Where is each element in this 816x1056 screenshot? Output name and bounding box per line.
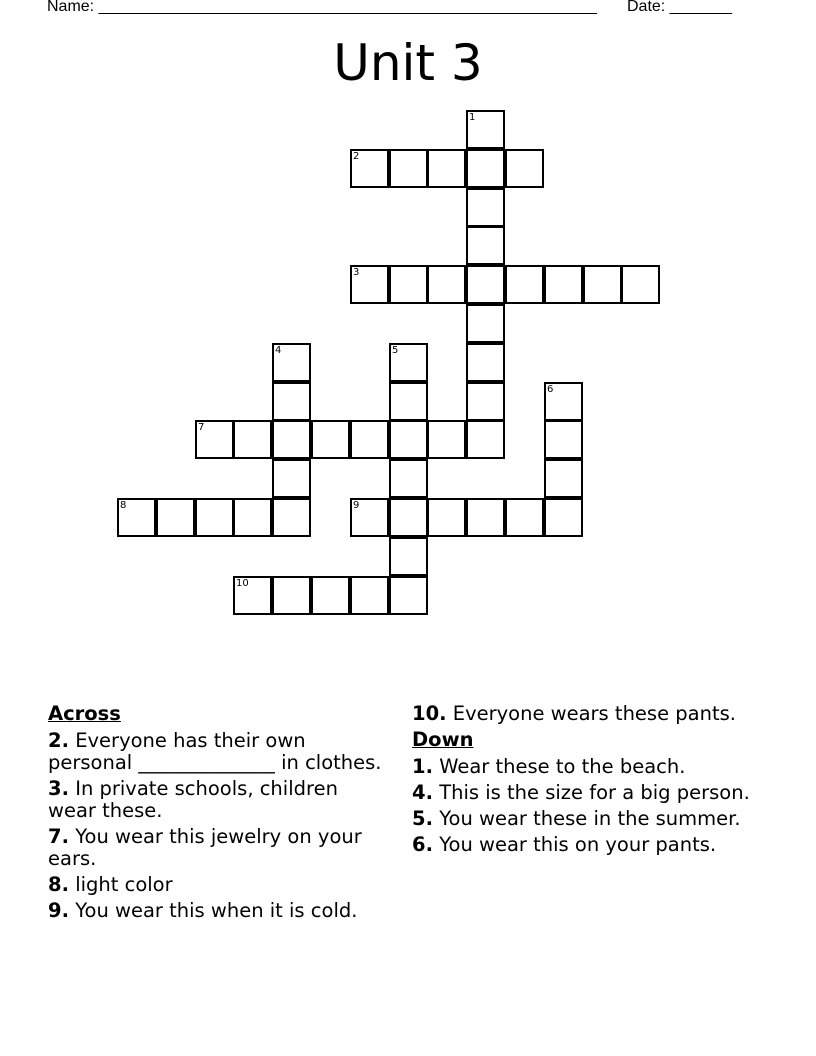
clue-text: light color (75, 873, 173, 896)
cell-number: 8 (120, 500, 127, 511)
clue-number: 2. (48, 729, 69, 752)
clue-number: 9. (48, 899, 69, 922)
crossword-cell[interactable] (466, 265, 505, 304)
across-clue (48, 900, 388, 922)
page-title: Unit 3 (333, 34, 483, 92)
crossword-cell[interactable] (505, 265, 544, 304)
cell-number: 7 (198, 422, 205, 433)
crossword-cell[interactable] (389, 382, 428, 421)
crossword-cell[interactable] (233, 498, 272, 537)
name-field: Name: ________________________________________________________ (47, 0, 597, 15)
crossword-cell[interactable] (389, 498, 428, 537)
clue-text: Everyone wears these pants. (452, 702, 736, 725)
crossword-cell-6[interactable] (544, 382, 583, 421)
clue-text: Wear these to the beach. (439, 755, 686, 778)
down-clue (412, 834, 792, 856)
cell-number: 1 (469, 112, 476, 123)
crossword-cell[interactable] (505, 149, 544, 188)
crossword-cell-10[interactable] (233, 576, 272, 615)
crossword-cell[interactable] (427, 420, 466, 459)
clue-text: You wear these in the summer. (439, 807, 741, 830)
clue-text: This is the size for a big person. (439, 781, 750, 804)
crossword-cell[interactable] (272, 459, 311, 498)
crossword-cell[interactable] (621, 265, 660, 304)
down-clue (412, 808, 792, 830)
crossword-cell[interactable] (466, 382, 505, 421)
down-heading: Down (412, 728, 474, 751)
crossword-cell[interactable] (272, 498, 311, 537)
crossword-cell[interactable] (505, 498, 544, 537)
clue-text: You wear this on your pants. (439, 833, 717, 856)
crossword-cell[interactable] (389, 149, 428, 188)
clue-number: 1. (412, 755, 433, 778)
crossword-cell-4[interactable] (272, 343, 311, 382)
across-clue (412, 703, 792, 725)
crossword-cell-8[interactable] (117, 498, 156, 537)
down-clue (412, 782, 792, 804)
date-field: Date: _______ (627, 0, 732, 15)
crossword-cell[interactable] (272, 420, 311, 459)
crossword-cell[interactable] (389, 265, 428, 304)
crossword-cell-7[interactable] (195, 420, 234, 459)
crossword-cell[interactable] (311, 420, 350, 459)
crossword-cell-3[interactable] (350, 265, 389, 304)
crossword-cell[interactable] (427, 498, 466, 537)
cell-number: 5 (392, 345, 399, 356)
clue-text: You wear this jewelry on your ears. (48, 825, 362, 870)
crossword-cell[interactable] (233, 420, 272, 459)
crossword-cell[interactable] (350, 420, 389, 459)
crossword-cell[interactable] (544, 420, 583, 459)
clue-number: 7. (48, 825, 69, 848)
crossword-cell[interactable] (427, 265, 466, 304)
crossword-cell[interactable] (389, 420, 428, 459)
crossword-cell[interactable] (466, 420, 505, 459)
crossword-cell-5[interactable] (389, 343, 428, 382)
clue-text: Everyone has their own personal ______________ in clothes. (48, 729, 382, 774)
clue-number: 6. (412, 833, 433, 856)
crossword-cell[interactable] (156, 498, 195, 537)
crossword-cell[interactable] (389, 576, 428, 615)
crossword-cell-9[interactable] (350, 498, 389, 537)
across-heading: Across (48, 702, 121, 725)
crossword-cell[interactable] (544, 459, 583, 498)
clue-number: 3. (48, 777, 69, 800)
crossword-cell-1[interactable] (466, 110, 505, 149)
crossword-cell[interactable] (544, 265, 583, 304)
clue-number: 8. (48, 873, 69, 896)
crossword-cell[interactable] (389, 459, 428, 498)
cell-number: 9 (353, 500, 360, 511)
crossword-cell[interactable] (272, 382, 311, 421)
crossword-cell[interactable] (311, 576, 350, 615)
cell-number: 2 (353, 151, 360, 162)
cell-number: 6 (547, 384, 554, 395)
crossword-cell[interactable] (583, 265, 622, 304)
crossword-cell[interactable] (466, 226, 505, 265)
crossword-cell[interactable] (466, 498, 505, 537)
crossword-cell[interactable] (350, 576, 389, 615)
across-clue (48, 730, 388, 774)
clues-left-column (48, 703, 388, 926)
across-clue (48, 826, 388, 870)
clue-text: In private schools, children wear these. (48, 777, 338, 822)
crossword-cell[interactable] (466, 188, 505, 227)
crossword-cell[interactable] (466, 343, 505, 382)
clues-right-column (412, 703, 792, 860)
down-clue (412, 756, 792, 778)
clue-text: You wear this when it is cold. (75, 899, 358, 922)
crossword-cell[interactable] (466, 304, 505, 343)
crossword-cell[interactable] (389, 537, 428, 576)
crossword-cell[interactable] (427, 149, 466, 188)
clue-number: 5. (412, 807, 433, 830)
across-clue (48, 874, 388, 896)
crossword-cell[interactable] (272, 576, 311, 615)
cell-number: 10 (236, 578, 249, 589)
across-clue (48, 778, 388, 822)
cell-number: 4 (275, 345, 282, 356)
crossword-cell[interactable] (195, 498, 234, 537)
crossword-cell-2[interactable] (350, 149, 389, 188)
cell-number: 3 (353, 267, 360, 278)
clue-number: 4. (412, 781, 433, 804)
clue-number: 10. (412, 702, 447, 725)
crossword-cell[interactable] (466, 149, 505, 188)
crossword-cell[interactable] (544, 498, 583, 537)
